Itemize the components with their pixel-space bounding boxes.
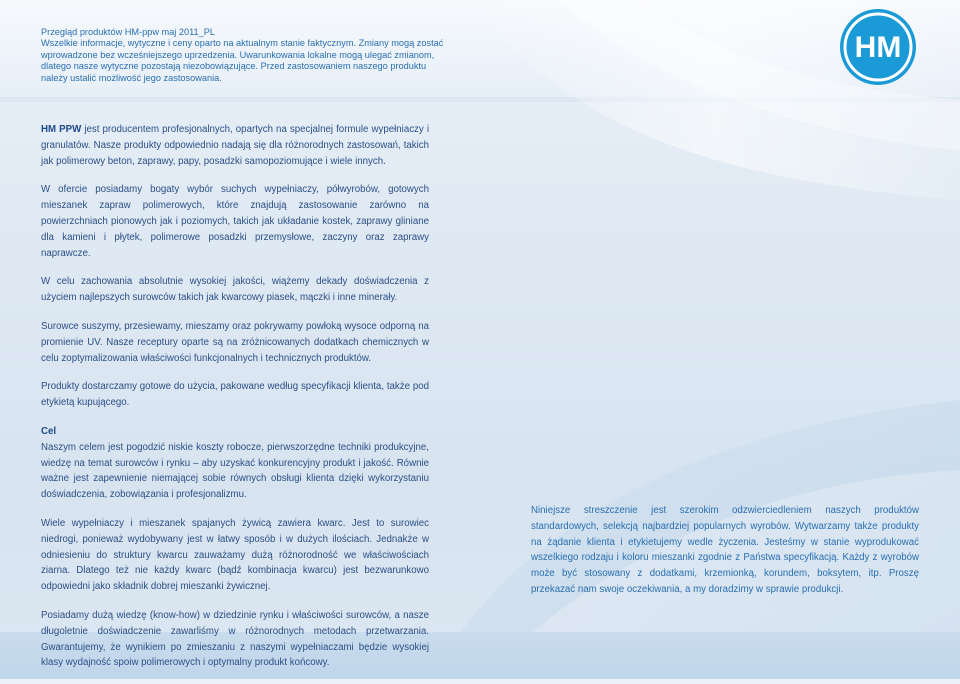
brand-name: HM PPW [41, 124, 82, 135]
quality-paragraph: W celu zachowania absolutnie wysokiej jakości, wiążemy dekady doświadczenia z użyciem najlepszych surowców takich jak kwarcowy piasek, mączki i inne minerały. [41, 276, 429, 304]
intro-paragraph [41, 122, 429, 169]
knowhow-paragraph: Posiadamy dużą wiedzę (know-how) w dziedzinie rynku i właściwości surowców, a nasze długoletnie doświadczenie zawarliśmy w różnorodnych metodach przetwarzania. Gwarantujemy, że wynikiem po zmieszaniu z naszymi wypełniaczami będzie wysokiej klasy wydajność spoiw polimerowych i optymalny produkt końcowy. [41, 609, 429, 669]
process-paragraph: Surowce suszymy, przesiewamy, mieszamy oraz pokrywamy powłoką wysoce odporną na promienie UV. Nasze receptury oparte są na zróżnicowanych dodatkach chemicznych w celu zoptymalizowania właściwości funkcjonalnych i technicznych produktów. [41, 320, 429, 364]
goal-text: Naszym celem jest pogodzić niskie koszty robocze, pierwszorzędne techniki produkcyjne, wiedzę na temat surowców i rynku – aby uzyskać konkurencyjny produkt i jakość. Równie ważne jest zapewnienie niemającej sobie równych obsługi klienta dzięki wykorzystaniu doświadczenia, zobowiązania i profesjonalizmu. [41, 441, 429, 501]
disclaimer-line: Wszelkie informacje, wytyczne i ceny oparto na aktualnym stanie faktycznym. Zmiany mogą zostać [41, 38, 444, 49]
disclaimer-line: dlatego nasze wytyczne pozostają niezobowiązujące. Przed zastosowaniem naszego produktu [41, 61, 427, 72]
offer-paragraph: W ofercie posiadamy bogaty wybór suchych wypełniaczy, półwyrobów, gotowych mieszanek zapraw polimerowych, które znajdują zastosowanie zarówno na powierzchniach pionowych jak i poziomych, takich jak układanie kostek, zaprawy gliniane dla kamieni i płytek, polimerowe posadzki przemysłowe, zaczyny oraz zaprawy naprawcze. [41, 184, 429, 259]
goal-section [41, 424, 429, 503]
goal-heading: Cel [41, 425, 57, 437]
intro-text: jest producentem profesjonalnych, opartych na specjalnej formule wypełniaczy i granulatów. Nasze produkty odpowiednio nadają się dla różnorodnych zastosowań, takich jak polimerowy beton, zaprawy, papy, posadzki samopoziomujące i wiele innych. [41, 124, 429, 167]
logo-text: HM [854, 31, 902, 64]
summary-text: Niniejsze streszczenie jest szerokim odzwierciedleniem naszych produktów standardowych, selekcją najbardziej popularnych wyrobów. Wytwarzamy także produkty na żądanie klienta i etykietujemy wedle życzenia. Jesteśmy w stanie wyprodukować wszelkiego rodzaju i koloru mieszanki zgodnie z Państwa specyfikacją. Każdy z wyrobów może być stosowany z dodatkami, krzemionką, korundem, boksytem, itp. Proszę przekazać nam swoje oczekiwania, a my doradzimy w sprawie produkcji. [531, 505, 919, 595]
quartz-paragraph: Wiele wypełniaczy i mieszanek spajanych żywicą zawiera kwarc. Jest to surowiec niedrogi, ponieważ wydobywany jest w łatwy sposób i w dużych ilościach. Jednakże w odniesieniu do struktury kwarcu zauważamy dużą różnorodność we właściwościach ziarna. Dlatego też nie każdy kwarc (bądź kombinacja kwarcu) jest bezwarunkowo odpowiedni jako składnik dobrej mieszanki żywicznej. [41, 517, 429, 593]
doc-title: Przegląd produktów HM-ppw maj 2011_PL [41, 27, 215, 37]
hm-logo [839, 8, 917, 86]
main-text-column [41, 122, 429, 684]
disclaimer-header [41, 27, 444, 84]
delivery-paragraph: Produkty dostarczamy gotowe do użycia, pakowane według specyfikacji klienta, także pod etykietą kupującego. [41, 381, 429, 409]
disclaimer-line: wprowadzone bez wcześniejszego uprzedzenia. Uwarunkowania lokalne mogą ulegać zmianom, [41, 49, 435, 60]
disclaimer-line: należy ustalić możliwość jego zastosowania. [41, 72, 222, 83]
